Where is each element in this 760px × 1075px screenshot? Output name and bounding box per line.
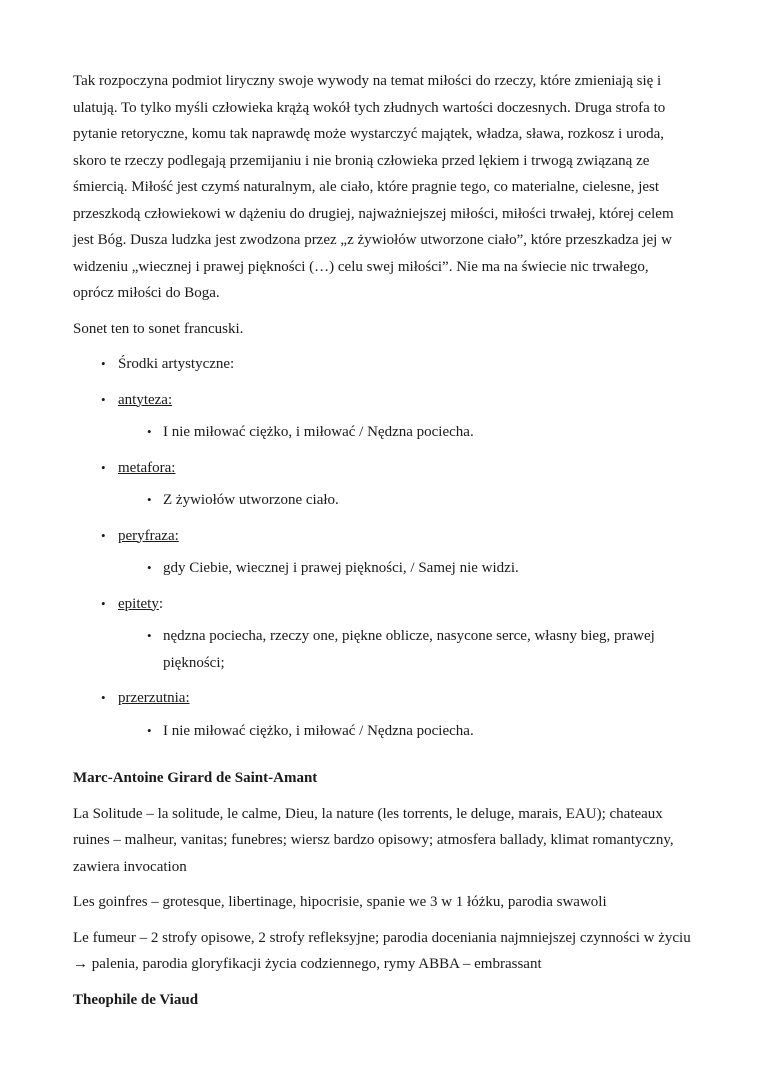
list-item xyxy=(73,591,693,677)
list-item xyxy=(73,387,693,446)
bullet-icon: • xyxy=(147,628,152,643)
device-example: gdy Ciebie, wiecznej i prawej piękności, / Samej nie widzi. xyxy=(163,560,519,576)
bullet-icon: • xyxy=(101,595,106,611)
list-item xyxy=(73,455,693,514)
list-item xyxy=(147,419,693,446)
bullet-icon: • xyxy=(101,690,106,705)
device-example: Z żywiołów utworzone ciało. xyxy=(163,492,339,508)
sonnet-paragraph: Sonet ten to sonet francuski. xyxy=(73,320,244,337)
bullet-icon: • xyxy=(101,391,106,407)
bullet-icon: • xyxy=(101,527,106,543)
device-label: peryfraza: xyxy=(118,527,179,544)
fumeur-paragraph: Le fumeur – 2 strofy opisowe, 2 strofy refleksyjne; parodia doceniania najmniejszej czynności w życiu → palenia, parodia gloryfikacji życia codziennego, rymy ABBA – embrassant xyxy=(73,929,691,972)
devices-list xyxy=(73,351,693,744)
device-label: metafora: xyxy=(118,459,176,476)
device-example: I nie miłować ciężko, i miłować / Nędzna pociecha. xyxy=(163,722,474,739)
bullet-icon: • xyxy=(101,459,106,475)
list-item xyxy=(147,555,693,582)
sublist xyxy=(118,718,693,745)
document-body xyxy=(73,68,693,1022)
device-label: przerzutnia: xyxy=(118,690,190,706)
device-label-suffix: : xyxy=(158,595,163,612)
section-heading-viaud: Theophile de Viaud xyxy=(73,991,199,1008)
sublist xyxy=(118,487,693,514)
spacer xyxy=(73,753,693,765)
list-item xyxy=(147,487,693,514)
devices-header: Środki artystyczne: xyxy=(118,356,235,372)
list-item xyxy=(73,351,693,378)
intro-paragraph: Tak rozpoczyna podmiot liryczny swoje wywody na temat miłości do rzeczy, które zmieniają się i ulatują. To tylko myśli człowieka krążą wokół tych złudnych wartości doczesnych. Druga strofa to pytanie retoryczne, komu tak naprawdę może wystarczyć majątek, władza, sława, rozkosz i uroda, skoro te rzeczy podlegają przemijaniu i nie bronią człowieka przed lękiem i trwogą związaną ze śmiercią. Miłość jest czymś naturalnym, ale ciało, które pragnie tego, co materialne, cielesne, jest przeszkodą człowiekowi w dążeniu do drugiej, najważniejszej miłości, miłości trwałej, której celem jest Bóg. Dusza ludzka jest zwodzona przez „z żywiołów utworzone ciało”, które przeszkadza jej w widzeniu „wiecznej i prawej piękności (…) celu swej miłości”. Nie ma na świecie nic trwałego, oprócz miłości do Boga. xyxy=(73,73,674,301)
list-item xyxy=(147,623,693,676)
device-label: antyteza: xyxy=(118,391,173,408)
sublist xyxy=(118,555,693,582)
device-label: epitety xyxy=(118,595,159,612)
list-item xyxy=(73,685,693,744)
sublist xyxy=(118,419,693,446)
bullet-icon: • xyxy=(147,424,152,439)
bullet-icon: • xyxy=(101,356,106,371)
bullet-icon: • xyxy=(147,492,152,507)
device-example: I nie miłować ciężko, i miłować / Nędzna pociecha. xyxy=(163,424,474,440)
bullet-icon: • xyxy=(147,560,152,575)
sublist xyxy=(118,623,693,676)
goinfres-paragraph: Les goinfres – grotesque, libertinage, hipocrisie, spanie we 3 w 1 łóżku, parodia swawoli xyxy=(73,894,607,910)
section-heading-saint-amant: Marc-Antoine Girard de Saint-Amant xyxy=(73,770,318,786)
list-item xyxy=(147,718,693,745)
device-example: nędzna pociecha, rzeczy one, piękne oblicze, nasycone serce, własny bieg, prawej piękności; xyxy=(163,628,655,671)
list-item xyxy=(73,523,693,582)
bullet-icon: • xyxy=(147,722,152,738)
solitude-paragraph: La Solitude – la solitude, le calme, Dieu, la nature (les torrents, le deluge, marais, EAU); chateaux ruines – malheur, vanitas; funebres; wiersz bardzo opisowy; atmosfera ballady, klimat romantyczny, zawiera invocation xyxy=(73,805,674,875)
